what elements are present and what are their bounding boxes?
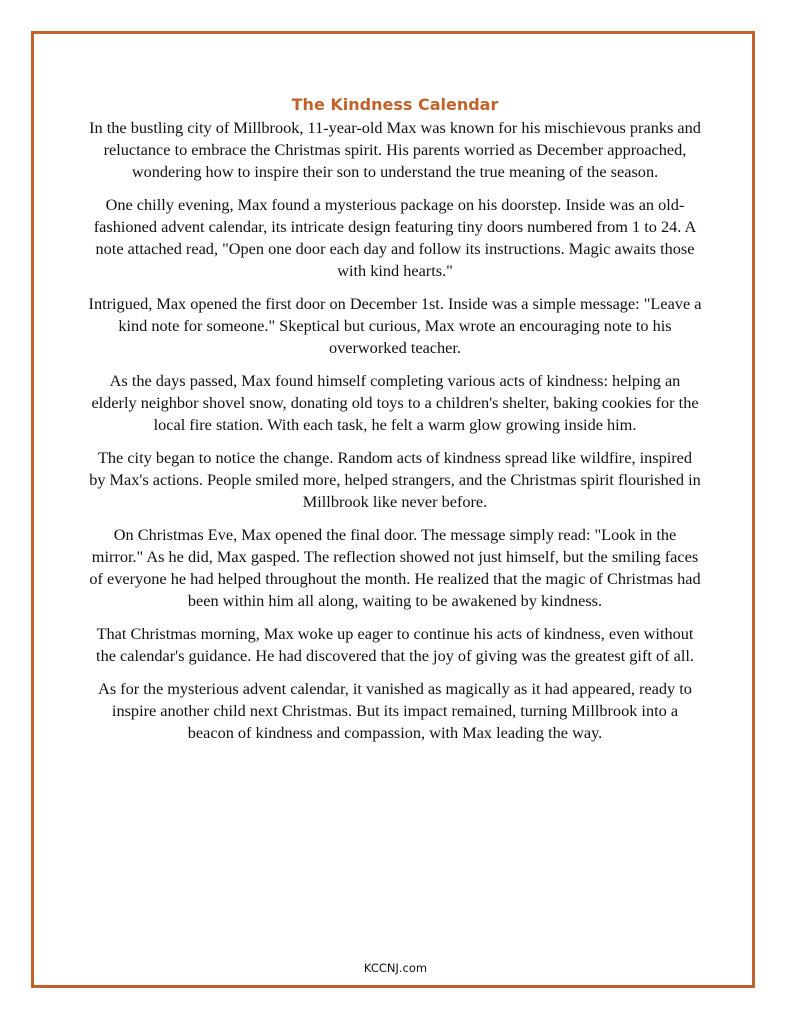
story-paragraph-6: On Christmas Eve, Max opened the final door. The message simply read: "Look in the mirror." As he did, Max gasped. The reflection showed not just himself, but the smiling faces of everyone he had helped throughout the month. He realized that the magic of Christmas had been within him all along, waiting to be awakened by kindness. <box>89 525 701 610</box>
footer-site-link[interactable]: KCCNJ.com <box>363 961 428 975</box>
page-title: The Kindness Calendar <box>291 95 499 114</box>
story-paragraph-4: As the days passed, Max found himself completing various acts of kindness: helping an elderly neighbor shovel snow, donating old toys to a children's shelter, baking cookies for the local fire station. With each task, he felt a warm glow growing inside him. <box>91 371 699 434</box>
story-paragraph-3: Intrigued, Max opened the first door on December 1st. Inside was a simple message: "Leave a kind note for someone." Skeptical but curious, Max wrote an encouraging note to his overworked teacher. <box>88 294 702 357</box>
story-paragraph-7: That Christmas morning, Max woke up eager to continue his acts of kindness, even without the calendar's guidance. He had discovered that the joy of giving was the greatest gift of all. <box>96 624 694 665</box>
story-paragraph-5: The city began to notice the change. Random acts of kindness spread like wildfire, inspired by Max's actions. People smiled more, helped strangers, and the Christmas spirit flourished in Millbrook like never before. <box>89 448 701 511</box>
story-content <box>88 94 702 755</box>
story-paragraph-2: One chilly evening, Max found a mysterious package on his doorstep. Inside was an old-fashioned advent calendar, its intricate design featuring tiny doors numbered from 1 to 24. A note attached read, "Open one door each day and follow its instructions. Magic awaits those with kind hearts." <box>93 195 697 280</box>
story-paragraph-8: As for the mysterious advent calendar, it vanished as magically as it had appeared, ready to inspire another child next Christmas. But its impact remained, turning Millbrook into a beacon of kindness and compassion, with Max leading the way. <box>98 679 692 742</box>
story-paragraph-1: In the bustling city of Millbrook, 11-year-old Max was known for his mischievous pranks and reluctance to embrace the Christmas spirit. His parents worried as December approached, wondering how to inspire their son to understand the true meaning of the season. <box>89 118 701 181</box>
